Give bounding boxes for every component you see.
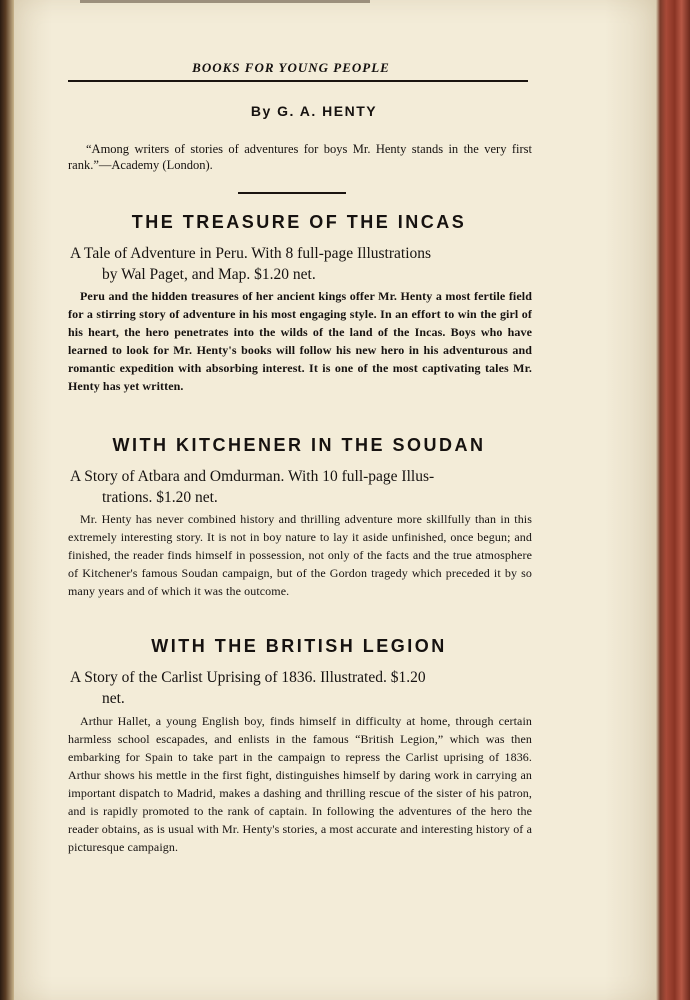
- header-rule: [68, 80, 528, 82]
- book-binding-left: [0, 0, 14, 1000]
- book-subtitle-incas: [70, 243, 534, 285]
- page-smudge: [80, 0, 370, 3]
- author-quote: “Among writers of stories of adventures for boys Mr. Henty stands in the very first rank.”—Academy (London).: [68, 142, 532, 172]
- book-binding-right: [656, 0, 690, 1000]
- book-description-legion: Arthur Hallet, a young English boy, finds himself in difficulty at home, through certain harmless school escapades, and enlists in the famous “British Legion,” which was then embarking for Spain to take part in the campaign to repress the Carlist uprising of 1836. Arthur shows his mettle in the first fight, distinguishes himself by daring work in carrying an important dispatch to Madrid, makes a dashing and thrilling rescue of the sister of his patron, and is rapidly promoted to the rank of captain. In following the adventures of the hero the reader obtains, as is usual with Mr. Henty's stories, a most accurate and interesting history of a picturesque campaign.: [68, 714, 532, 854]
- subtitle-line: net.: [102, 690, 125, 707]
- author-line: By G. A. HENTY: [250, 103, 378, 119]
- subtitle-line: by Wal Paget, and Map. $1.20 net.: [102, 266, 316, 283]
- book-description-incas: Peru and the hidden treasures of her ancient kings offer Mr. Henty a most fertile field for a stirring story of adventure in his most engaging style. In an effort to win the girl of his heart, the hero penetrates into the wilds of the land of the Incas. Boys who have learned to look for Mr. Henty's books will follow his new hero in his adventurous and romantic expedition with absorbing interest. It is one of the most captivating tales Mr. Henty has yet written.: [68, 289, 532, 393]
- book-title-incas: THE TREASURE OF THE INCAS: [131, 212, 467, 232]
- subtitle-line: trations. $1.20 net.: [102, 489, 218, 506]
- subtitle-line: A Story of the Carlist Uprising of 1836. Illustrated. $1.20: [70, 669, 426, 686]
- book-title-legion: WITH THE BRITISH LEGION: [151, 636, 447, 656]
- book-subtitle-kitchener: [70, 466, 534, 508]
- section-divider: [238, 192, 346, 194]
- subtitle-line: A Tale of Adventure in Peru. With 8 full-page Illustrations: [70, 245, 432, 262]
- book-subtitle-legion: [70, 667, 534, 709]
- book-description-kitchener: Mr. Henty has never combined history and thrilling adventure more skillfully than in this extremely interesting story. It is not in boy nature to lay it aside unfinished, once begun; and finished, the reader finds himself in possession, not only of the facts and the true atmosphere of Kitchener's famous Soudan campaign, but of the Gordon tragedy which preceded it by so many years and of which it was the outcome.: [68, 512, 532, 598]
- running-head: BOOKS FOR YOUNG PEOPLE: [192, 60, 390, 75]
- book-title-kitchener: WITH KITCHENER IN THE SOUDAN: [112, 435, 486, 455]
- subtitle-line: A Story of Atbara and Omdurman. With 10 full-page Illus-: [70, 468, 435, 485]
